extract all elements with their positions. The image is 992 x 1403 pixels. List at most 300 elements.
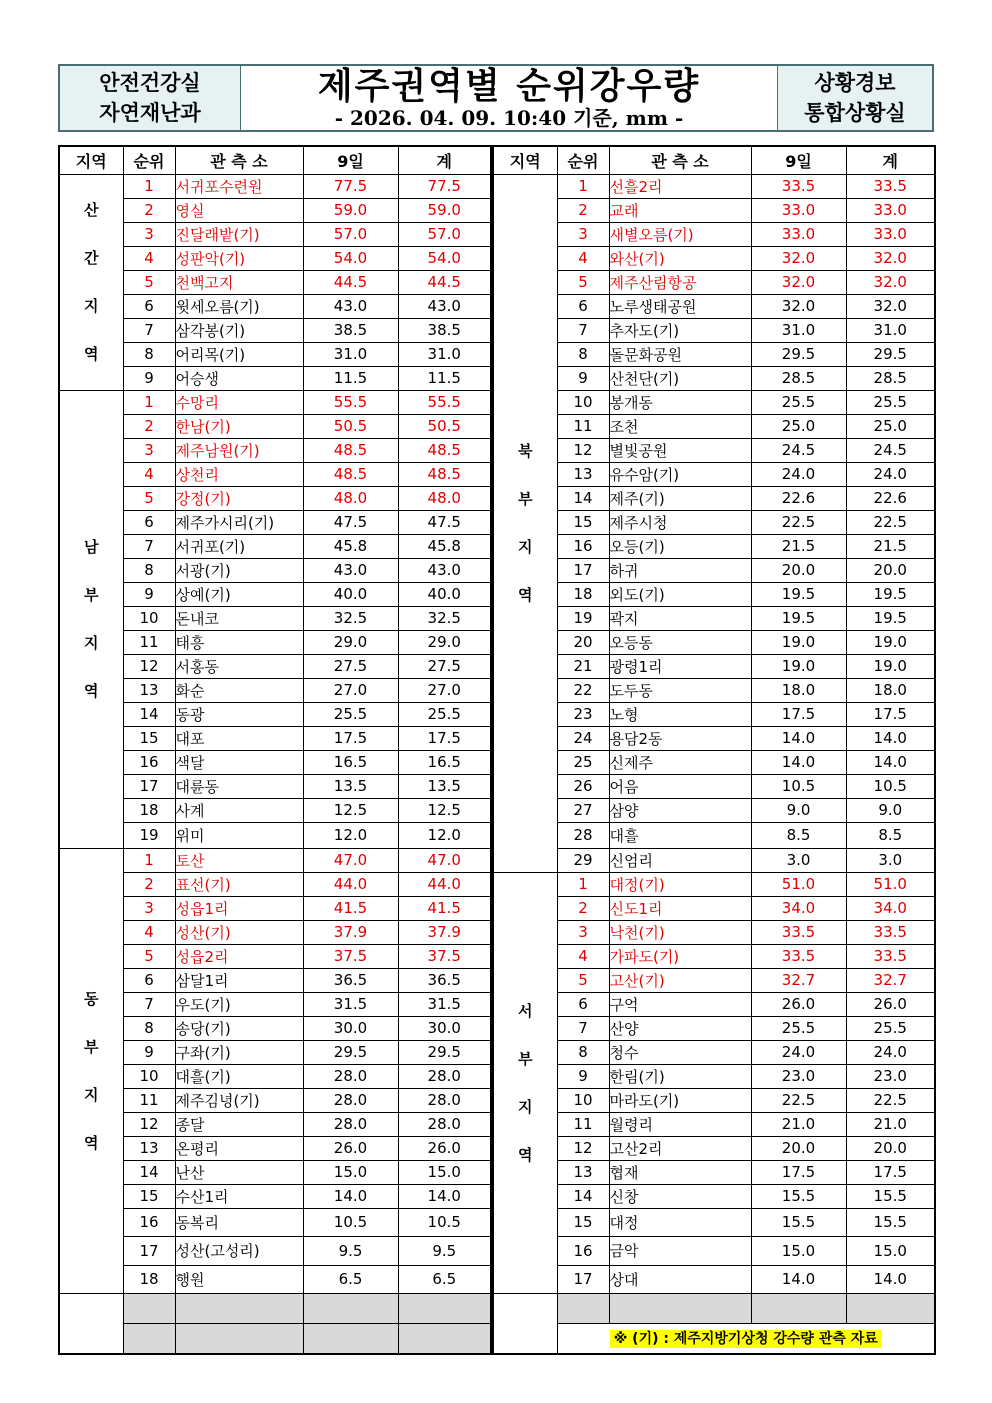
day-rainfall: 48.5 — [303, 438, 398, 462]
table-row — [493, 1265, 935, 1294]
rank-cell: 14 — [557, 1184, 609, 1208]
station-name: 어리목(기) — [175, 342, 303, 366]
rank-cell: 5 — [123, 486, 175, 510]
rank-cell: 16 — [123, 750, 175, 774]
station-name: 제주(기) — [609, 486, 751, 510]
total-rainfall: 24.5 — [846, 438, 935, 462]
station-name: 오등동 — [609, 630, 751, 654]
station-name: 외도(기) — [609, 582, 751, 606]
day-rainfall: 32.5 — [303, 606, 398, 630]
day-rainfall: 29.5 — [751, 342, 846, 366]
table-row — [59, 1064, 491, 1088]
total-rainfall: 16.5 — [398, 750, 491, 774]
rank-cell: 13 — [557, 1160, 609, 1184]
day-rainfall: 57.0 — [303, 222, 398, 246]
rank-cell: 5 — [123, 270, 175, 294]
table-row — [59, 246, 491, 270]
total-rainfall: 14.0 — [846, 1265, 935, 1294]
table-row — [59, 558, 491, 582]
day-rainfall: 33.0 — [751, 198, 846, 222]
station-name: 사계 — [175, 798, 303, 822]
col-rank: 순위 — [557, 146, 609, 174]
rank-cell: 6 — [557, 294, 609, 318]
day-rainfall: 33.5 — [751, 944, 846, 968]
table-row — [493, 534, 935, 558]
table-row — [493, 848, 935, 872]
table-row — [493, 510, 935, 534]
table-row — [493, 1184, 935, 1208]
rank-cell: 2 — [557, 198, 609, 222]
station-name: 종달 — [175, 1112, 303, 1136]
station-name: 서광(기) — [175, 558, 303, 582]
col-region: 지역 — [59, 146, 123, 174]
empty-cell — [123, 1324, 175, 1354]
total-rainfall: 36.5 — [398, 968, 491, 992]
rank-cell: 2 — [123, 414, 175, 438]
day-rainfall: 31.0 — [303, 342, 398, 366]
day-rainfall: 77.5 — [303, 174, 398, 198]
total-rainfall: 34.0 — [846, 896, 935, 920]
total-rainfall: 44.5 — [398, 270, 491, 294]
day-rainfall: 26.0 — [303, 1136, 398, 1160]
rank-cell: 25 — [557, 750, 609, 774]
table-row — [493, 366, 935, 390]
table-row — [493, 174, 935, 198]
day-rainfall: 26.0 — [751, 992, 846, 1016]
total-rainfall: 48.5 — [398, 438, 491, 462]
rank-cell: 7 — [123, 318, 175, 342]
table-row — [59, 726, 491, 750]
table-row — [493, 198, 935, 222]
empty-cell — [609, 1294, 751, 1324]
total-rainfall: 50.5 — [398, 414, 491, 438]
station-name: 삼양 — [609, 798, 751, 822]
table-row — [59, 342, 491, 366]
total-rainfall: 3.0 — [846, 848, 935, 872]
footnote-row — [493, 1324, 935, 1354]
table-row — [493, 1136, 935, 1160]
station-name: 성읍1리 — [175, 896, 303, 920]
total-rainfall: 20.0 — [846, 1136, 935, 1160]
rank-cell: 3 — [123, 896, 175, 920]
day-rainfall: 23.0 — [751, 1064, 846, 1088]
table-row — [59, 414, 491, 438]
total-rainfall: 14.0 — [846, 726, 935, 750]
day-rainfall: 9.5 — [303, 1237, 398, 1266]
empty-cell — [398, 1294, 491, 1324]
day-rainfall: 10.5 — [751, 774, 846, 798]
station-name: 새별오름(기) — [609, 222, 751, 246]
day-rainfall: 3.0 — [751, 848, 846, 872]
empty-cell — [175, 1324, 303, 1354]
day-rainfall: 37.5 — [303, 944, 398, 968]
day-rainfall: 50.5 — [303, 414, 398, 438]
rank-cell: 6 — [123, 294, 175, 318]
total-rainfall: 17.5 — [846, 702, 935, 726]
day-rainfall: 33.5 — [751, 174, 846, 198]
rank-cell: 7 — [557, 318, 609, 342]
day-rainfall: 28.0 — [303, 1088, 398, 1112]
day-rainfall: 40.0 — [303, 582, 398, 606]
table-row — [59, 1112, 491, 1136]
total-rainfall: 47.0 — [398, 848, 491, 872]
rank-cell: 16 — [557, 1237, 609, 1266]
station-name: 서귀포(기) — [175, 534, 303, 558]
rank-cell: 15 — [123, 1184, 175, 1208]
empty-row — [493, 1294, 935, 1324]
station-name: 대포 — [175, 726, 303, 750]
total-rainfall: 15.5 — [846, 1184, 935, 1208]
day-rainfall: 25.0 — [751, 414, 846, 438]
day-rainfall: 31.5 — [303, 992, 398, 1016]
total-rainfall: 14.0 — [846, 750, 935, 774]
total-rainfall: 30.0 — [398, 1016, 491, 1040]
total-rainfall: 22.6 — [846, 486, 935, 510]
department-line2: 자연재난과 — [99, 101, 201, 125]
empty-cell — [59, 1294, 123, 1354]
table-row — [59, 270, 491, 294]
day-rainfall: 17.5 — [751, 1160, 846, 1184]
total-rainfall: 40.0 — [398, 582, 491, 606]
col-total: 계 — [398, 146, 491, 174]
station-name: 금악 — [609, 1237, 751, 1266]
day-rainfall: 38.5 — [303, 318, 398, 342]
day-rainfall: 15.5 — [751, 1208, 846, 1237]
table-row — [59, 606, 491, 630]
station-name: 하귀 — [609, 558, 751, 582]
rank-cell: 14 — [557, 486, 609, 510]
station-name: 조천 — [609, 414, 751, 438]
table-row — [493, 438, 935, 462]
day-rainfall: 22.5 — [751, 510, 846, 534]
day-rainfall: 44.5 — [303, 270, 398, 294]
table-row — [493, 414, 935, 438]
title-box — [241, 66, 777, 130]
page-subtitle: - 2026. 04. 09. 10:40 기준, mm - — [334, 106, 684, 130]
station-name: 영실 — [175, 198, 303, 222]
station-name: 제주가시리(기) — [175, 510, 303, 534]
table-row — [59, 438, 491, 462]
rank-cell: 6 — [123, 968, 175, 992]
rank-cell: 7 — [557, 1016, 609, 1040]
total-rainfall: 22.5 — [846, 1088, 935, 1112]
day-rainfall: 21.0 — [751, 1112, 846, 1136]
day-rainfall: 14.0 — [303, 1184, 398, 1208]
day-rainfall: 30.0 — [303, 1016, 398, 1040]
rank-cell: 17 — [123, 774, 175, 798]
total-rainfall: 15.5 — [846, 1208, 935, 1237]
rank-cell: 6 — [557, 992, 609, 1016]
total-rainfall: 28.0 — [398, 1088, 491, 1112]
rank-cell: 15 — [557, 510, 609, 534]
day-rainfall: 14.0 — [751, 1265, 846, 1294]
total-rainfall: 25.5 — [846, 390, 935, 414]
table-row — [59, 1040, 491, 1064]
table-row — [59, 1184, 491, 1208]
day-rainfall: 8.5 — [751, 822, 846, 848]
day-rainfall: 33.5 — [751, 920, 846, 944]
total-rainfall: 33.0 — [846, 222, 935, 246]
total-rainfall: 31.5 — [398, 992, 491, 1016]
station-name: 도두동 — [609, 678, 751, 702]
empty-cell — [398, 1324, 491, 1354]
table-row — [59, 968, 491, 992]
day-rainfall: 19.5 — [751, 582, 846, 606]
total-rainfall: 22.5 — [846, 510, 935, 534]
day-rainfall: 29.5 — [303, 1040, 398, 1064]
day-rainfall: 28.0 — [303, 1112, 398, 1136]
col-day: 9일 — [751, 146, 846, 174]
table-row — [493, 630, 935, 654]
station-name: 윗세오름(기) — [175, 294, 303, 318]
total-rainfall: 26.0 — [846, 992, 935, 1016]
table-row — [493, 1160, 935, 1184]
table-row — [59, 920, 491, 944]
empty-cell — [493, 1294, 557, 1354]
station-name: 행원 — [175, 1265, 303, 1294]
total-rainfall: 57.0 — [398, 222, 491, 246]
department-line1: 안전건강실 — [99, 71, 201, 95]
total-rainfall: 41.5 — [398, 896, 491, 920]
rank-cell: 4 — [123, 462, 175, 486]
station-name: 성산(고성리) — [175, 1237, 303, 1266]
day-rainfall: 51.0 — [751, 872, 846, 896]
col-region: 지역 — [493, 146, 557, 174]
rank-cell: 8 — [557, 342, 609, 366]
rank-cell: 12 — [123, 654, 175, 678]
rank-cell: 1 — [123, 390, 175, 414]
total-rainfall: 32.5 — [398, 606, 491, 630]
station-name: 상예(기) — [175, 582, 303, 606]
station-name: 삼달1리 — [175, 968, 303, 992]
total-rainfall: 55.5 — [398, 390, 491, 414]
rank-cell: 19 — [123, 822, 175, 848]
total-rainfall: 43.0 — [398, 558, 491, 582]
table-row — [493, 1016, 935, 1040]
rank-cell: 18 — [557, 582, 609, 606]
table-row — [493, 294, 935, 318]
day-rainfall: 45.8 — [303, 534, 398, 558]
table-row — [59, 774, 491, 798]
total-rainfall: 24.0 — [846, 1040, 935, 1064]
total-rainfall: 25.5 — [398, 702, 491, 726]
total-rainfall: 23.0 — [846, 1064, 935, 1088]
rank-cell: 7 — [123, 992, 175, 1016]
rank-cell: 26 — [557, 774, 609, 798]
day-rainfall: 19.0 — [751, 654, 846, 678]
total-rainfall: 17.5 — [846, 1160, 935, 1184]
station-name: 노형 — [609, 702, 751, 726]
station-name: 고산2리 — [609, 1136, 751, 1160]
day-rainfall: 33.0 — [751, 222, 846, 246]
station-name: 서귀포수련원 — [175, 174, 303, 198]
office-line1: 상황경보 — [814, 71, 896, 95]
station-name: 봉개동 — [609, 390, 751, 414]
footnote-text: ※ (기) : 제주지방기상청 강수량 관측 자료 — [610, 1330, 882, 1348]
rank-cell: 8 — [123, 342, 175, 366]
day-rainfall: 37.9 — [303, 920, 398, 944]
table-row — [59, 750, 491, 774]
total-rainfall: 10.5 — [846, 774, 935, 798]
station-name: 교래 — [609, 198, 751, 222]
day-rainfall: 25.5 — [751, 1016, 846, 1040]
table-row — [493, 896, 935, 920]
day-rainfall: 20.0 — [751, 558, 846, 582]
region-label: 산 간 지 역 — [59, 174, 123, 390]
table-row — [493, 726, 935, 750]
station-name: 돌문화공원 — [609, 342, 751, 366]
rank-cell: 2 — [123, 198, 175, 222]
table-row — [493, 246, 935, 270]
table-row — [493, 822, 935, 848]
station-name: 구좌(기) — [175, 1040, 303, 1064]
total-rainfall: 32.0 — [846, 246, 935, 270]
table-row — [59, 390, 491, 414]
empty-cell — [557, 1294, 609, 1324]
station-name: 진달래밭(기) — [175, 222, 303, 246]
rank-cell: 15 — [123, 726, 175, 750]
page-title: 제주권역별 순위강우량 — [317, 66, 701, 107]
rank-cell: 4 — [123, 246, 175, 270]
rank-cell: 28 — [557, 822, 609, 848]
rank-cell: 1 — [123, 174, 175, 198]
rank-cell: 4 — [557, 944, 609, 968]
table-row — [493, 678, 935, 702]
rank-cell: 9 — [557, 1064, 609, 1088]
station-name: 신제주 — [609, 750, 751, 774]
table-row — [59, 366, 491, 390]
rank-cell: 9 — [557, 366, 609, 390]
table-row — [493, 654, 935, 678]
rank-cell: 12 — [557, 438, 609, 462]
rank-cell: 8 — [557, 1040, 609, 1064]
station-name: 서홍동 — [175, 654, 303, 678]
day-rainfall: 14.0 — [751, 726, 846, 750]
day-rainfall: 32.7 — [751, 968, 846, 992]
station-name: 강정(기) — [175, 486, 303, 510]
station-name: 선흘2리 — [609, 174, 751, 198]
table-row — [59, 798, 491, 822]
total-rainfall: 33.5 — [846, 920, 935, 944]
station-name: 수망리 — [175, 390, 303, 414]
rank-cell: 11 — [123, 630, 175, 654]
station-name: 태흥 — [175, 630, 303, 654]
rank-cell: 1 — [557, 174, 609, 198]
day-rainfall: 32.0 — [751, 246, 846, 270]
total-rainfall: 12.5 — [398, 798, 491, 822]
station-name: 제주김녕(기) — [175, 1088, 303, 1112]
table-row — [59, 510, 491, 534]
station-name: 추자도(기) — [609, 318, 751, 342]
station-name: 대정 — [609, 1208, 751, 1237]
region-label: 서 부 지 역 — [493, 872, 557, 1294]
rank-cell: 11 — [557, 414, 609, 438]
total-rainfall: 28.5 — [846, 366, 935, 390]
rank-cell: 6 — [123, 510, 175, 534]
station-name: 어음 — [609, 774, 751, 798]
day-rainfall: 28.5 — [751, 366, 846, 390]
day-rainfall: 12.0 — [303, 822, 398, 848]
total-rainfall: 48.0 — [398, 486, 491, 510]
rank-cell: 1 — [557, 872, 609, 896]
rank-cell: 14 — [123, 1160, 175, 1184]
station-name: 신도1리 — [609, 896, 751, 920]
table-row — [59, 462, 491, 486]
table-row — [59, 654, 491, 678]
day-rainfall: 48.5 — [303, 462, 398, 486]
total-rainfall: 8.5 — [846, 822, 935, 848]
table-header-row — [493, 146, 935, 174]
total-rainfall: 37.5 — [398, 944, 491, 968]
table-row — [493, 606, 935, 630]
day-rainfall: 22.6 — [751, 486, 846, 510]
rank-cell: 10 — [557, 390, 609, 414]
rank-cell: 1 — [123, 848, 175, 872]
day-rainfall: 17.5 — [303, 726, 398, 750]
table-row — [493, 774, 935, 798]
total-rainfall: 31.0 — [846, 318, 935, 342]
table-row — [59, 1088, 491, 1112]
station-name: 노루생태공원 — [609, 294, 751, 318]
rank-cell: 4 — [123, 920, 175, 944]
total-rainfall: 32.7 — [846, 968, 935, 992]
day-rainfall: 6.5 — [303, 1265, 398, 1294]
day-rainfall: 41.5 — [303, 896, 398, 920]
col-total: 계 — [846, 146, 935, 174]
total-rainfall: 32.0 — [846, 294, 935, 318]
station-name: 표선(기) — [175, 872, 303, 896]
day-rainfall: 14.0 — [751, 750, 846, 774]
day-rainfall: 24.0 — [751, 1040, 846, 1064]
table-row — [493, 1112, 935, 1136]
rank-cell: 29 — [557, 848, 609, 872]
day-rainfall: 24.5 — [751, 438, 846, 462]
region-label: 동 부 지 역 — [59, 848, 123, 1294]
station-name: 낙천(기) — [609, 920, 751, 944]
rank-cell: 15 — [557, 1208, 609, 1237]
table-row — [59, 992, 491, 1016]
total-rainfall: 48.5 — [398, 462, 491, 486]
rank-cell: 11 — [123, 1088, 175, 1112]
rank-cell: 18 — [123, 1265, 175, 1294]
rank-cell: 14 — [123, 702, 175, 726]
table-row — [493, 750, 935, 774]
day-rainfall: 32.0 — [751, 270, 846, 294]
table-row — [59, 702, 491, 726]
table-row — [59, 630, 491, 654]
day-rainfall: 29.0 — [303, 630, 398, 654]
station-name: 유수암(기) — [609, 462, 751, 486]
station-name: 토산 — [175, 848, 303, 872]
day-rainfall: 15.0 — [303, 1160, 398, 1184]
empty-cell — [751, 1294, 846, 1324]
rank-cell: 11 — [557, 1112, 609, 1136]
station-name: 상대 — [609, 1265, 751, 1294]
day-rainfall: 27.5 — [303, 654, 398, 678]
station-name: 동광 — [175, 702, 303, 726]
total-rainfall: 15.0 — [846, 1237, 935, 1266]
table-row — [59, 1265, 491, 1294]
station-name: 고산(기) — [609, 968, 751, 992]
total-rainfall: 20.0 — [846, 558, 935, 582]
table-row — [59, 872, 491, 896]
total-rainfall: 12.0 — [398, 822, 491, 848]
table-row — [59, 848, 491, 872]
region-label: 남 부 지 역 — [59, 390, 123, 848]
day-rainfall: 27.0 — [303, 678, 398, 702]
total-rainfall: 38.5 — [398, 318, 491, 342]
rank-cell: 3 — [123, 438, 175, 462]
